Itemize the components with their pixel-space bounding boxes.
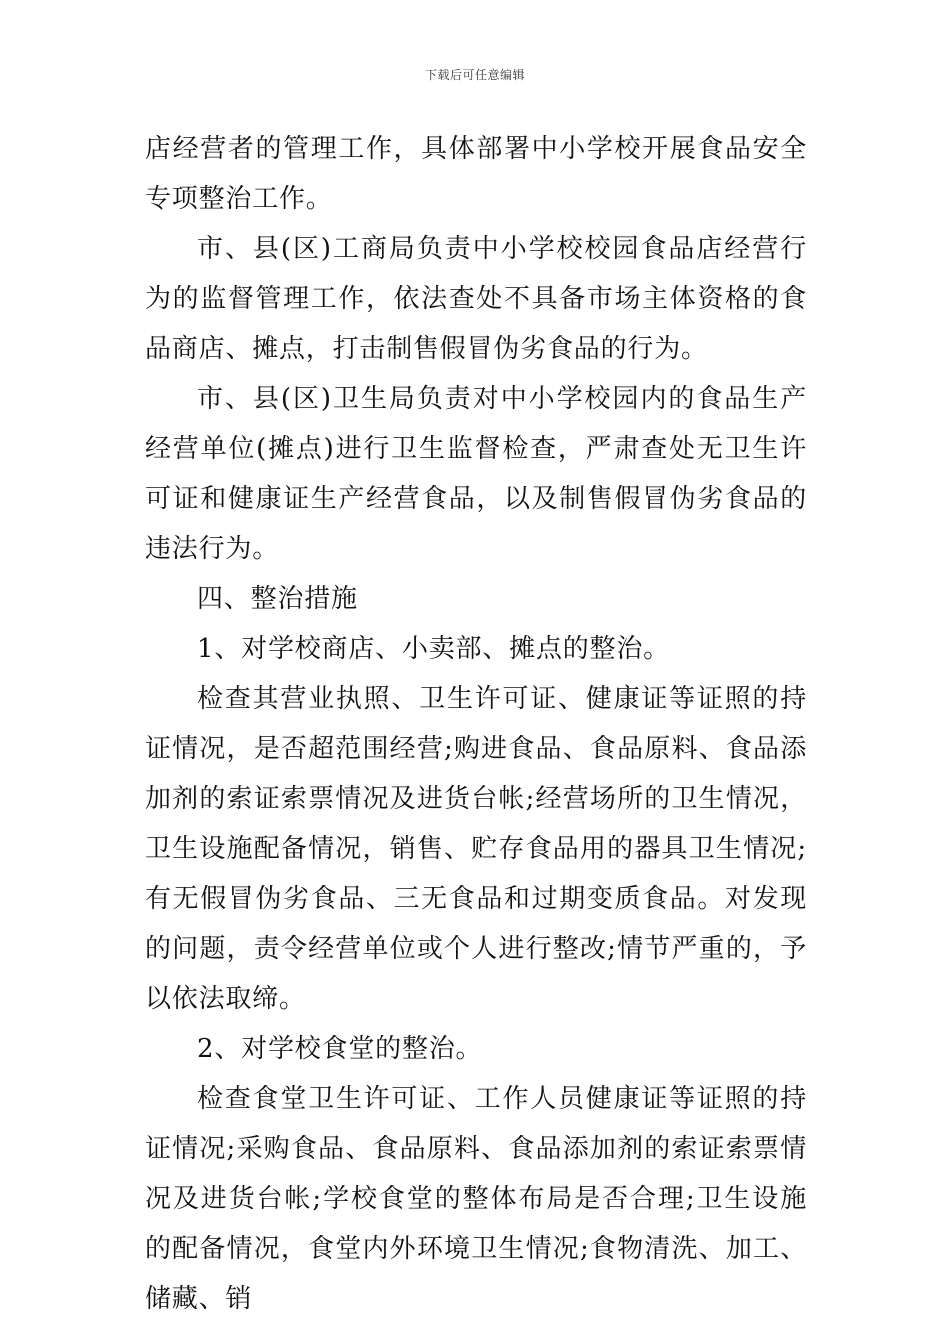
paragraph: 检查食堂卫生许可证、工作人员健康证等证照的持证情况;采购食品、食品原料、食品添加剂的索证索票情况及进货台帐;学校食堂的整体布局是否合理;卫生设施的配备情况，食堂内外环境卫生情况;食物清洗、加工、储藏、销 — [145, 1084, 807, 1314]
page-header-note: 下载后可任意编辑 — [424, 68, 525, 82]
document-body — [145, 124, 807, 1324]
paragraph: 市、县(区)卫生局负责对中小学校园内的食品生产经营单位(摊点)进行卫生监督检查，严肃查处无卫生许可证和健康证生产经营食品，以及制售假冒伪劣食品的违法行为。 — [145, 384, 807, 564]
section-heading: 四、整治措施 — [197, 584, 358, 614]
paragraph: 店经营者的管理工作，具体部署中小学校开展食品安全专项整治工作。 — [145, 134, 807, 214]
paragraph: 市、县(区)工商局负责中小学校校园食品店经营行为的监督管理工作，依法查处不具备市场主体资格的食品商店、摊点，打击制售假冒伪劣食品的行为。 — [145, 234, 807, 364]
subsection-heading: 1、对学校商店、小卖部、摊点的整治。 — [197, 634, 670, 664]
subsection-heading: 2、对学校食堂的整治。 — [197, 1034, 483, 1064]
paragraph: 检查其营业执照、卫生许可证、健康证等证照的持证情况，是否超范围经营;购进食品、食品原料、食品添加剂的索证索票情况及进货台帐;经营场所的卫生情况，卫生设施配备情况，销售、贮存食品用的器具卫生情况;有无假冒伪劣食品、三无食品和过期变质食品。对发现的问题，责令经营单位或个人进行整改;情节严重的，予以依法取缔。 — [145, 684, 807, 1014]
